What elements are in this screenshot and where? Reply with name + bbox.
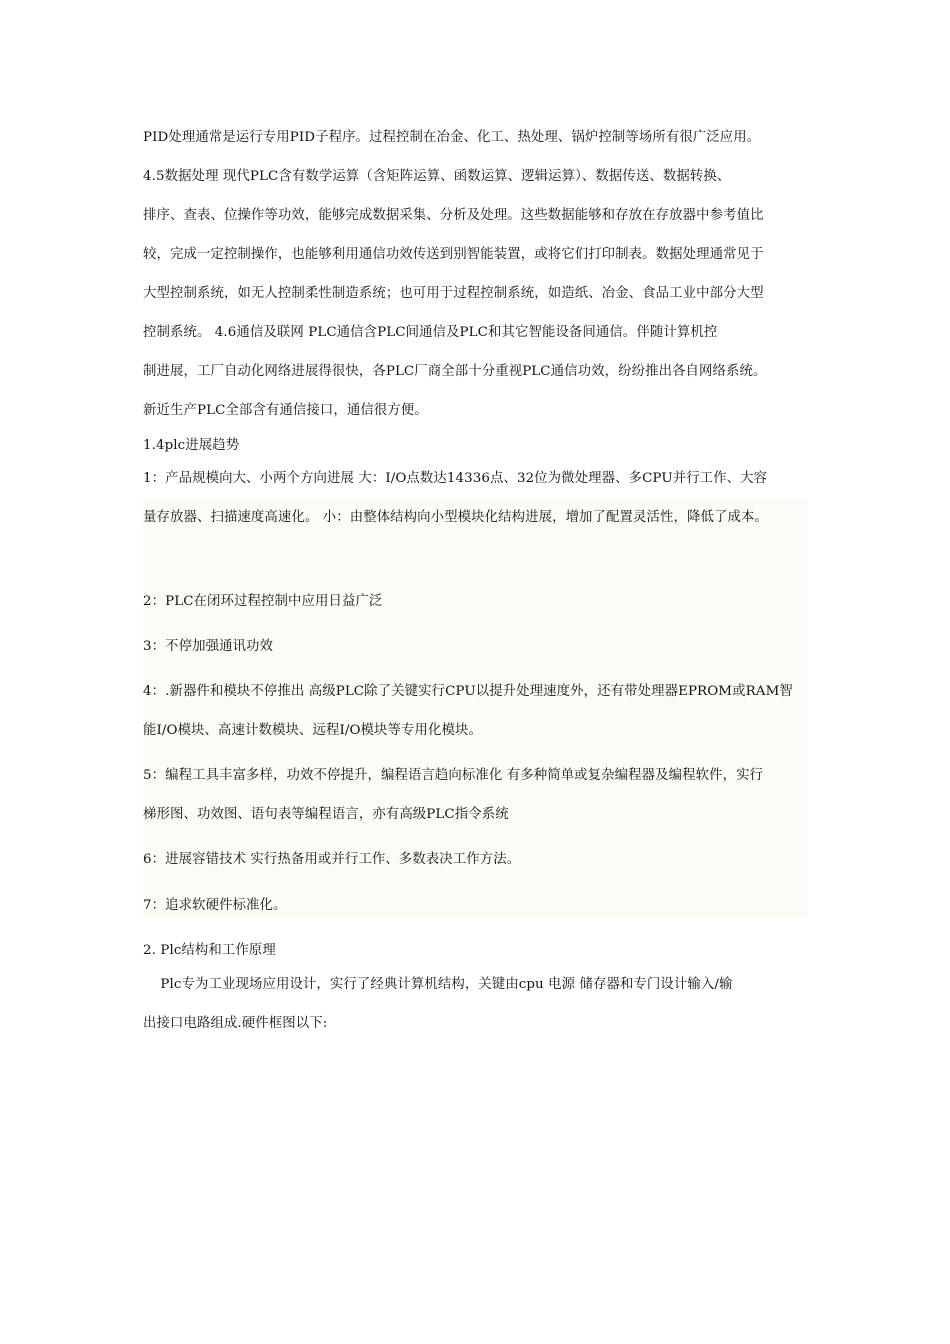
section-heading-2: 2. Plc结构和工作原理	[143, 943, 276, 958]
trend-item-4-line-2: 能I/O模块、高速计数模块、远程I/O模块等专用化模块。	[143, 723, 482, 738]
trend-item-5-line-1: 5：编程工具丰富多样，功效不停提升，编程语言趋向标准化 有多种简单或复杂编程器及编程软件，实行	[143, 768, 764, 783]
trend-item-3: 3：不停加强通讯功效	[143, 639, 274, 654]
text-line-8: 新近生产PLC全部含有通信接口，通信很方便。	[143, 403, 428, 418]
trend-item-1-line-1: 1：产品规模向大、小两个方向进展 大：I/O点数达14336点、32位为微处理器、多CPU并行工作、大容	[143, 471, 768, 486]
trend-item-1-line-2: 量存放器、扫描速度高速化。 小：由整体结构向小型模块化结构进展，增加了配置灵活性，降低了成本。	[143, 510, 768, 525]
text-line-3: 排序、查表、位操作等功效，能够完成数据采集、分析及处理。这些数据能够和存放在存放器中参考值比	[143, 208, 764, 223]
trend-item-5-line-2: 梯形图、功效图、语句表等编程语言，亦有高级PLC指令系统	[143, 807, 509, 822]
trend-item-7: 7：追求软硬件标准化。	[143, 898, 287, 913]
paragraph-plc-structure-line-1: Plc专为工业现场应用设计，实行了经典计算机结构，关键由cpu 电源 储存器和专门设计输入/输	[143, 977, 733, 992]
text-line-7: 制进展，工厂自动化网络进展得很快，各PLC厂商全部十分重视PLC通信功效，纷纷推出各自网络系统。	[143, 364, 767, 379]
trend-item-4-line-1: 4：.新器件和模块不停推出 高级PLC除了关键实行CPU以提升处理速度外，还有带处理器EPROM或RAM智	[143, 684, 793, 699]
trend-item-2: 2：PLC在闭环过程控制中应用日益广泛	[143, 594, 383, 609]
trend-item-6: 6：进展容错技术 实行热备用或并行工作、多数表决工作方法。	[143, 852, 521, 867]
text-line-2: 4.5数据处理 现代PLC含有数学运算（含矩阵运算、函数运算、逻辑运算）、数据传送、数据转换、	[143, 169, 731, 184]
text-line-5: 大型控制系统，如无人控制柔性制造系统；也可用于过程控制系统，如造纸、冶金、食品工业中部分大型	[143, 286, 764, 301]
text-line-6: 控制系统。 4.6通信及联网 PLC通信含PLC间通信及PLC和其它智能设备间通信。伴随计算机控	[143, 325, 718, 340]
section-heading-1-4: 1.4plc进展趋势	[143, 438, 240, 453]
paragraph-plc-structure-line-2: 出接口电路组成.硬件框图以下:	[143, 1016, 328, 1031]
text-line-4: 较，完成一定控制操作，也能够利用通信功效传送到别智能装置，或将它们打印制表。数据处理通常见于	[143, 247, 764, 262]
text-line-1: PID处理通常是运行专用PID子程序。过程控制在冶金、化工、热处理、锅炉控制等场所有很广泛应用。	[143, 130, 761, 145]
